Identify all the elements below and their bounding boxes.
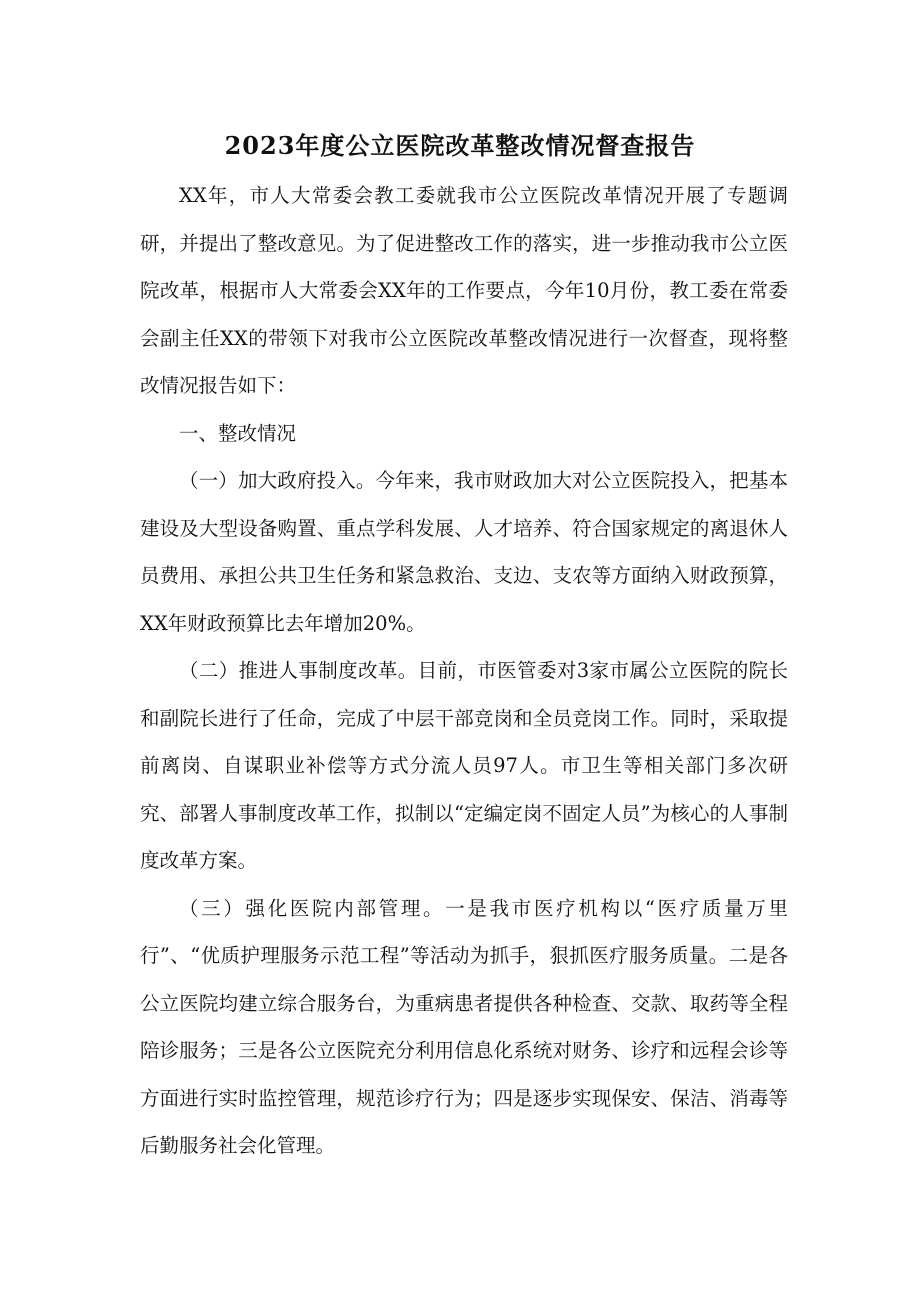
document-body bbox=[140, 172, 788, 1170]
section-heading-1: 一、整改情况 bbox=[179, 421, 297, 445]
paragraph-government-investment: （一）加大政府投入。今年来，我市财政加大对公立医院投入，把基本建设及大型设备购置、重点学科发展、人才培养、符合国家规定的离退休人员费用、承担公共卫生任务和紧急救治、支边、支农等方面纳入财政预算，XX年财政预算比去年增加20%。 bbox=[140, 469, 788, 635]
intro-paragraph: XX年，市人大常委会教工委就我市公立医院改革情况开展了专题调研，并提出了整改意见。为了促进整改工作的落实，进一步推动我市公立医院改革，根据市人大常委会XX年的工作要点，今年10月份，教工委在常委会副主任XX的带领下对我市公立医院改革整改情况进行一次督查，现将整改情况报告如下： bbox=[140, 184, 788, 397]
document-title: 2023年度公立医院改革整改情况督查报告 bbox=[224, 131, 696, 160]
paragraph-personnel-reform: （二）推进人事制度改革。目前，市医管委对3家市属公立医院的院长和副院长进行了任命，完成了中层干部竞岗和全员竞岗工作。同时，采取提前离岗、自谋职业补偿等方式分流人员97人。市卫生等相关部门多次研究、部署人事制度改革工作，拟制以“定编定岗不固定人员”为核心的人事制度改革方案。 bbox=[140, 659, 788, 872]
paragraph-internal-management: （三）强化医院内部管理。一是我市医疗机构以“医疗质量万里行”、“优质护理服务示范工程”等活动为抓手，狠抓医疗服务质量。二是各公立医院均建立综合服务台，为重病患者提供各种检查、交款、取药等全程陪诊服务；三是各公立医院充分利用信息化系统对财务、诊疗和远程会诊等方面进行实时监控管理，规范诊疗行为；四是逐步实现保安、保洁、消毒等后勤服务社会化管理。 bbox=[140, 896, 788, 1157]
